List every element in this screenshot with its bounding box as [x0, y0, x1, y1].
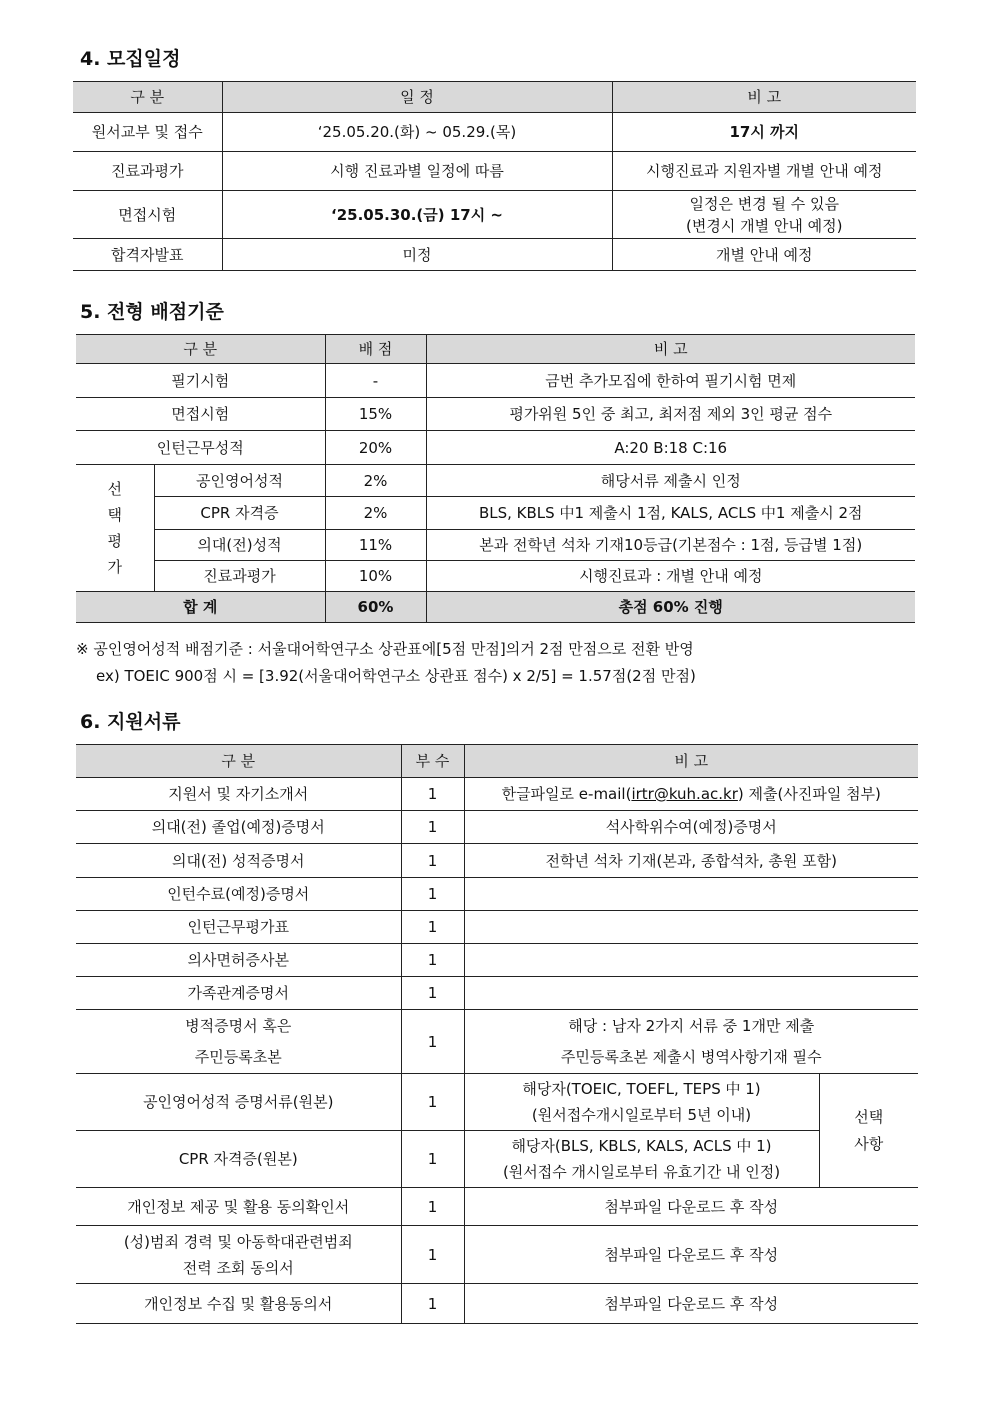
cell: 첨부파일 다운로드 후 작성 — [464, 1284, 918, 1324]
cell: 의대(전) 성적증명서 — [76, 844, 401, 878]
cell-line: 해당자(BLS, KBLS, KALS, ACLS 中 1) — [511, 1137, 772, 1155]
cell: 10% — [325, 561, 426, 592]
table-row — [76, 778, 918, 811]
table-row — [73, 191, 916, 239]
cell: 면접시험 — [73, 191, 222, 239]
header-remarks: 비 고 — [426, 335, 915, 364]
header-category: 구 분 — [76, 745, 401, 778]
cell-line: 병적증명서 혹은 — [185, 1016, 292, 1035]
cell-line: 주민등록초본 — [194, 1047, 282, 1066]
cell: 1 — [401, 944, 464, 977]
cell: 의사면허증사본 — [76, 944, 401, 977]
table-row — [76, 1284, 918, 1324]
table-row — [76, 465, 915, 497]
table-row — [76, 878, 918, 911]
cell: 첨부파일 다운로드 후 작성 — [464, 1188, 918, 1226]
cell-line: 선택 — [854, 1107, 884, 1126]
cell: 1 — [401, 1131, 464, 1188]
table-row — [76, 977, 918, 1010]
cell: 미정 — [222, 239, 612, 271]
cell: 2% — [325, 465, 426, 497]
table-row — [76, 1010, 918, 1074]
cell: 개인정보 제공 및 활용 동의확인서 — [76, 1188, 401, 1226]
cell — [464, 778, 918, 811]
table-row — [76, 530, 915, 561]
cell — [464, 878, 918, 911]
table-header-row — [73, 82, 916, 113]
table-header-row — [76, 335, 915, 364]
cell: 석사학위수여(예정)증명서 — [464, 811, 918, 844]
header-copies: 부 수 — [401, 745, 464, 778]
cell: - — [325, 364, 426, 398]
cell-line: 사항 — [854, 1134, 884, 1153]
section-6-title: 6. 지원서류 — [80, 711, 181, 733]
cell: A:20 B:18 C:16 — [426, 431, 915, 465]
schedule-table — [73, 81, 916, 271]
cell: 1 — [401, 811, 464, 844]
note-english-score: ※ 공인영어성적 배점기준 : 서울대어학연구소 상관표에[5점 만점]의거 2점 만점으로 전환 반영 — [76, 640, 694, 658]
table-row — [76, 811, 918, 844]
cell: ‘25.05.20.(화) ~ 05.29.(목) — [222, 113, 612, 152]
table-row — [76, 844, 918, 878]
cell: CPR 자격증 — [154, 497, 325, 530]
header-score: 배 점 — [325, 335, 426, 364]
cell-text: 한글파일로 e-mail( — [501, 785, 632, 803]
table-row — [76, 398, 915, 431]
table-row — [76, 497, 915, 530]
cell: 공인영어성적 — [154, 465, 325, 497]
header-schedule: 일 정 — [222, 82, 612, 113]
table-row — [76, 1226, 918, 1284]
cell: 1 — [401, 911, 464, 944]
email-link[interactable]: irtr@kuh.ac.kr — [631, 785, 738, 803]
cell — [464, 977, 918, 1010]
cell: 면접시험 — [76, 398, 325, 431]
cell-line: (원서접수개시일로부터 5년 이내) — [531, 1106, 752, 1124]
table-row — [76, 561, 915, 592]
cell — [76, 1010, 401, 1074]
note-example: ex) TOEIC 900점 시 = [3.92(서울대어학연구소 상관표 점수) x 2/5] = 1.57점(2점 만점) — [96, 667, 696, 685]
table-row — [76, 1131, 918, 1188]
cell: 총점 60% 진행 — [426, 592, 915, 623]
header-category: 구 분 — [76, 335, 325, 364]
cell: 본과 전학년 석차 기재10등급(기본점수 : 1점, 등급별 1점) — [426, 530, 915, 561]
cell: 첨부파일 다운로드 후 작성 — [464, 1226, 918, 1284]
table-row — [73, 152, 916, 191]
label-char: 평 — [107, 532, 122, 550]
cell: 11% — [325, 530, 426, 561]
table-row — [76, 431, 915, 465]
cell: 진료과평가 — [154, 561, 325, 592]
cell: 평가위원 5인 중 최고, 최저점 제외 3인 평균 점수 — [426, 398, 915, 431]
cell: 60% — [325, 592, 426, 623]
documents-table — [76, 744, 918, 1324]
cell — [464, 1074, 819, 1131]
cell: 15% — [325, 398, 426, 431]
cell: 1 — [401, 1226, 464, 1284]
optional-items-label — [819, 1074, 918, 1188]
cell: BLS, KBLS 中1 제출시 1점, KALS, ACLS 中1 제출시 2점 — [426, 497, 915, 530]
cell: 의대(전) 졸업(예정)증명서 — [76, 811, 401, 844]
cell: 지원서 및 자기소개서 — [76, 778, 401, 811]
optional-eval-label — [76, 465, 154, 592]
header-remarks: 비 고 — [464, 745, 918, 778]
table-row — [76, 1188, 918, 1226]
label-char: 선 — [107, 480, 122, 498]
cell — [464, 1131, 819, 1188]
total-row — [76, 592, 915, 623]
table-row — [76, 364, 915, 398]
cell: 개인정보 수집 및 활용동의서 — [76, 1284, 401, 1324]
table-row — [73, 113, 916, 152]
cell: 20% — [325, 431, 426, 465]
cell: CPR 자격증(원본) — [76, 1131, 401, 1188]
cell: 1 — [401, 878, 464, 911]
cell: 2% — [325, 497, 426, 530]
cell-line: 전력 조회 동의서 — [182, 1258, 294, 1277]
cell: 해당서류 제출시 인정 — [426, 465, 915, 497]
cell: 필기시험 — [76, 364, 325, 398]
cell: 진료과평가 — [73, 152, 222, 191]
cell: 시행진료과 지원자별 개별 안내 예정 — [612, 152, 916, 191]
cell: 1 — [401, 1284, 464, 1324]
cell: 합격자발표 — [73, 239, 222, 271]
cell — [464, 1010, 918, 1074]
cell: 공인영어성적 증명서류(원본) — [76, 1074, 401, 1131]
cell-line: (원서접수 개시일로부터 유효기간 내 인정) — [502, 1163, 781, 1181]
cell-line: 해당 : 남자 2가지 서류 중 1개만 제출 — [568, 1016, 815, 1035]
cell: ‘25.05.30.(금) 17시 ~ — [222, 191, 612, 239]
cell — [76, 1226, 401, 1284]
table-row — [76, 944, 918, 977]
cell: 시행진료과 : 개별 안내 예정 — [426, 561, 915, 592]
header-remarks: 비 고 — [612, 82, 916, 113]
cell-line: (변경시 개별 안내 예정) — [686, 216, 843, 235]
table-row — [76, 911, 918, 944]
cell: 1 — [401, 778, 464, 811]
cell — [464, 944, 918, 977]
cell: 가족관계증명서 — [76, 977, 401, 1010]
cell-text: ) 제출(사진파일 첨부) — [737, 785, 881, 803]
section-4-title: 4. 모집일정 — [80, 48, 181, 70]
cell: 전학년 석차 기재(본과, 종합석차, 총원 포함) — [464, 844, 918, 878]
cell: 1 — [401, 844, 464, 878]
cell: 1 — [401, 977, 464, 1010]
scoring-table — [76, 334, 915, 623]
cell: 개별 안내 예정 — [612, 239, 916, 271]
cell-line: (성)범죄 경력 및 아동학대관련범죄 — [123, 1232, 353, 1251]
table-header-row — [76, 745, 918, 778]
cell: 시행 진료과별 일정에 따름 — [222, 152, 612, 191]
cell: 금번 추가모집에 한하여 필기시험 면제 — [426, 364, 915, 398]
cell: 합 계 — [76, 592, 325, 623]
header-category: 구 분 — [73, 82, 222, 113]
cell — [464, 911, 918, 944]
cell-line: 해당자(TOEIC, TOEFL, TEPS 中 1) — [522, 1080, 761, 1098]
cell: 1 — [401, 1074, 464, 1131]
table-row — [73, 239, 916, 271]
cell: 1 — [401, 1188, 464, 1226]
cell-line: 일정은 변경 될 수 있음 — [689, 194, 839, 213]
section-5-title: 5. 전형 배점기준 — [80, 301, 224, 323]
cell: 인턴근무성적 — [76, 431, 325, 465]
cell: 원서교부 및 접수 — [73, 113, 222, 152]
cell: 17시 까지 — [612, 113, 916, 152]
cell-line: 주민등록초본 제출시 병역사항기재 필수 — [560, 1047, 822, 1066]
cell: 1 — [401, 1010, 464, 1074]
cell — [612, 191, 916, 239]
label-char: 가 — [107, 558, 122, 576]
table-row — [76, 1074, 918, 1131]
cell: 의대(전)성적 — [154, 530, 325, 561]
cell: 인턴수료(예정)증명서 — [76, 878, 401, 911]
cell: 인턴근무평가표 — [76, 911, 401, 944]
label-char: 택 — [107, 506, 122, 524]
